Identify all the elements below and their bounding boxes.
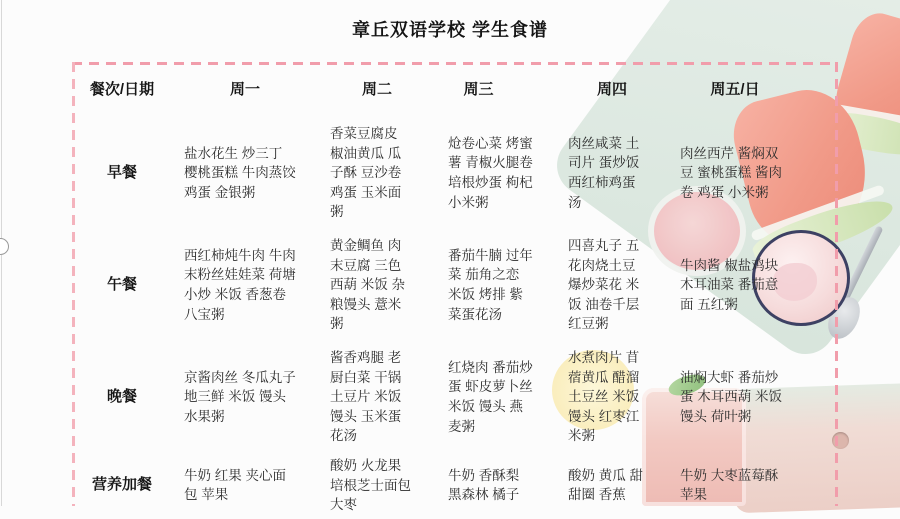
cell-snack-wednesday: 牛奶 香酥梨 黑森林 橘子 bbox=[448, 467, 520, 503]
row-label-snack: 营养加餐 bbox=[91, 475, 152, 493]
cell-lunch-thursday: 四喜丸子 五花肉烧土豆 爆炒菜花 米饭 油卷千层 红豆粥 bbox=[568, 238, 640, 332]
page-title: 章丘双语学校 学生食谱 bbox=[352, 20, 548, 40]
col-header-tuesday: 周二 bbox=[361, 81, 392, 99]
selection-handle[interactable] bbox=[0, 238, 9, 255]
dashed-border-left bbox=[72, 62, 75, 506]
cell-breakfast-tuesday: 香菜豆腐皮 椒油黄瓜 瓜子酥 豆沙卷 鸡蛋 玉米面粥 bbox=[330, 126, 402, 220]
cell-dinner-wednesday: 红烧肉 番茄炒蛋 虾皮萝卜丝 米饭 馒头 燕麦粥 bbox=[448, 359, 533, 434]
corner-header-meal-date: 餐次/日期 bbox=[89, 81, 155, 99]
cell-breakfast-friday: 肉丝西芹 酱焖双豆 蜜桃蛋糕 酱肉卷 鸡蛋 小米粥 bbox=[680, 145, 783, 200]
dashed-border-top bbox=[72, 62, 838, 65]
col-header-monday: 周一 bbox=[229, 81, 260, 99]
cell-snack-monday: 牛奶 红果 夹心面包 苹果 bbox=[184, 467, 287, 503]
cell-lunch-monday: 西红柿炖牛肉 牛肉末粉丝娃娃菜 荷塘小炒 米饭 香葱卷 八宝粥 bbox=[184, 247, 296, 322]
cell-lunch-wednesday: 番茄牛腩 过年菜 茄角之恋 米饭 烤排 紫菜蛋花汤 bbox=[448, 247, 533, 322]
cell-snack-thursday: 酸奶 黄瓜 甜甜圈 香蕉 bbox=[568, 467, 644, 503]
cell-dinner-tuesday: 酱香鸡腿 老厨白菜 干锅土豆片 米饭 馒头 玉米蛋花汤 bbox=[330, 350, 402, 444]
row-label-breakfast: 早餐 bbox=[106, 163, 137, 181]
menu-table bbox=[72, 63, 837, 513]
cell-dinner-monday: 京酱肉丝 冬瓜丸子 地三鲜 米饭 馒头 水果粥 bbox=[184, 369, 296, 424]
cell-dinner-friday: 油焖大虾 番茄炒蛋 木耳西葫 米饭 馒头 荷叶粥 bbox=[680, 369, 783, 424]
row-label-dinner: 晚餐 bbox=[106, 387, 137, 405]
col-header-wednesday: 周三 bbox=[463, 81, 494, 99]
cell-dinner-thursday: 水煮肉片 苜蓿黄瓜 醋溜土豆丝 米饭 馒头 红枣江米粥 bbox=[568, 350, 640, 444]
col-header-thursday: 周四 bbox=[596, 81, 627, 99]
cell-breakfast-monday: 盐水花生 炒三丁 樱桃蛋糕 牛肉蒸饺 鸡蛋 金银粥 bbox=[184, 145, 296, 200]
cell-breakfast-thursday: 肉丝咸菜 土司片 蛋炒饭 西红柿鸡蛋汤 bbox=[568, 135, 640, 210]
cell-snack-friday: 牛奶 大枣蓝莓酥 苹果 bbox=[680, 467, 779, 503]
cell-lunch-friday: 牛肉酱 椒盐鸡块 木耳油菜 番茄意面 五红粥 bbox=[680, 257, 779, 312]
cell-breakfast-wednesday: 炝卷心菜 烤蜜薯 青椒火腿卷 培根炒蛋 枸杞小米粥 bbox=[448, 135, 533, 210]
col-header-friday: 周五/日 bbox=[710, 81, 760, 99]
cell-lunch-tuesday: 黄金鲷鱼 肉末豆腐 三色西葫 米饭 杂粮馒头 薏米粥 bbox=[330, 238, 406, 332]
row-label-lunch: 午餐 bbox=[106, 275, 137, 293]
dashed-border-right bbox=[835, 62, 838, 506]
cell-snack-tuesday: 酸奶 火龙果 培根芝士面包 大枣 bbox=[330, 458, 411, 513]
